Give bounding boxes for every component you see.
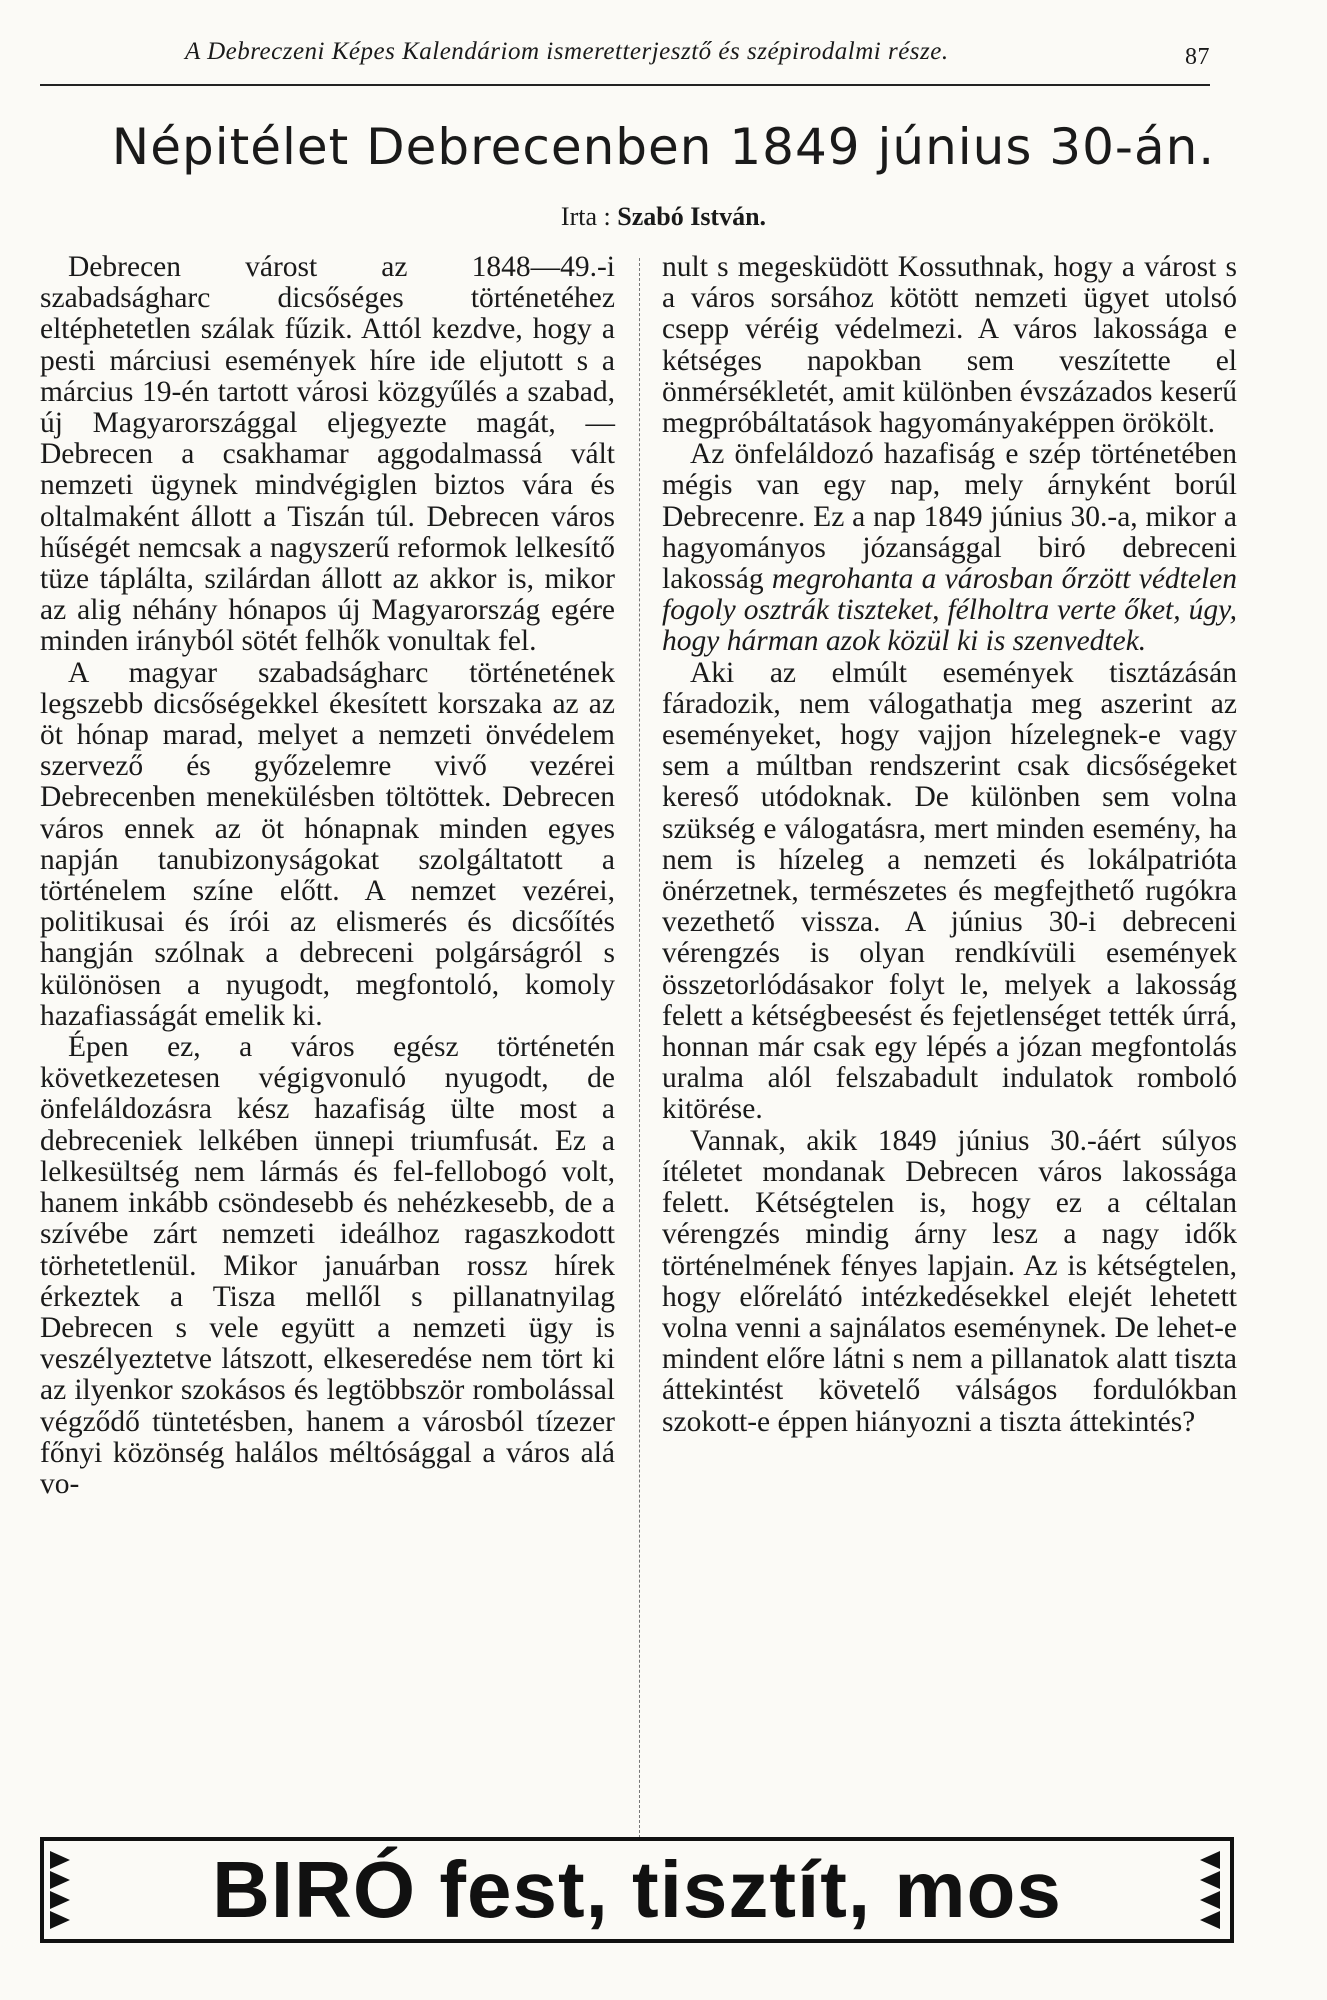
paragraph: nult s megesküdött Kossuthnak, hogy a várost s a város sorsához kötött nemzeti ügyet utolsó csepp véréig védelmezi. A város lakossága e kétséges napokban sem veszítette el önmérsékletét, amit különben évszázados keserű megpróbáltatások hagyományaképpen örökölt. bbox=[662, 251, 1237, 440]
author-name: Szabó István. bbox=[617, 202, 767, 231]
page-number: 87 bbox=[1185, 44, 1210, 70]
byline bbox=[0, 202, 1327, 232]
paragraph: Vannak, akik 1849 június 30.-áért súlyos ítéletet mondanak Debrecen város lakossága felett. Kétségtelen is, hogy ez a céltalan vérengzés mindig árny lesz a nagy idők történelmének fényes lapjain. Az is kétségtelen, hogy előrelátó intézkedésekkel elejét lehetett volna venni a sajnálatos eseménynek. De lehet-e mindent előre látni s nem a pillanatok alatt tiszta áttekintést követelő válságos fordulókban szokott-e éppen hiányozni a tiszta áttekintés? bbox=[662, 1124, 1237, 1438]
right-arrow-icon bbox=[1200, 1851, 1224, 1929]
paragraph: Debrecen várost az 1848—49.-i szabadságharc dicsőséges történetéhez eltéphetetlen szálak fűzik. Attól kezdve, hogy a pesti márciusi események híre ide eljutott s a március 19-én tartott városi közgyűlés a szabad, új Magyarországgal eljegyezte magát, — Debrecen a csakhamar aggodalmassá vált nemzeti ügynek mindvégiglen biztos vára és oltalmaként állott a Tiszán túl. Debrecen város hűségét nemcsak a nagyszerű reformok lelkesítő tüze táplálta, szilárdan állott az akkor is, mikor az alig néhány hónapos új Magyarország egére minden irányból sötét felhők vonultak fel. bbox=[40, 251, 615, 658]
paragraph: Épen ez, a város egész történetén következetesen végigvonuló nyugodt, de önfeláldozásra kész hazafiság ülte most a debreceniek lelkében ünnepi triumfusát. Ez a lelkesültség nem lármás és fel-fellobogó volt, hanem inkább csöndesebb és nehézkesebb, de a szívébe zárt nemzeti ideálhoz ragaszkodott törhetetlenül. Mikor januárban rossz hírek érkeztek a Tisza mellől s pillanatnyilag Debrecen s vele együtt a nemzeti ügy is veszélyeztetve látszott, elkeseredése nem tört ki az ilyenkor szokásos és legtöbbször rombolással végződő tüntetésben, hanem a városból tízezer főnyi közönség halálos méltósággal a város alá vo- bbox=[40, 1031, 615, 1500]
left-arrow-icon bbox=[50, 1851, 74, 1929]
paragraph: Aki az elmúlt események tisztázásán fáradozik, nem válogathatja meg aszerint az eseményeket, hogy vajjon hízelegnek-e vagy sem a múltban rendszerint csak dicsőségeket kereső utódoknak. De különben sem volna szükség e válogatásra, mert minden esemény, ha nem is hízeleg a nemzeti és lokálpatrióta önérzetnek, természetes és megfejthető rugókra vezethető vissza. A június 30-i debreceni vérengzés is olyan rendkívüli események összetorlódásakor folyt le, melyek a lakosság felett a kétségbeesést és fejetlenséget tették úrrá, honnan már csak egy lépés a józan megfontolás uralma alól felszabadult indulatok romboló kitörése. bbox=[662, 656, 1237, 1126]
advertisement-banner bbox=[40, 1837, 1234, 1943]
article-title: Népitélet Debrecenben 1849 június 30-án. bbox=[111, 118, 1216, 176]
running-title: A Debreczeni Képes Kalendáriom ismeretterjesztő és szépirodalmi része. bbox=[185, 38, 949, 65]
column-divider bbox=[639, 258, 640, 1838]
byline-prefix: Irta : bbox=[560, 202, 611, 231]
advertisement-text: BIRÓ fest, tisztít, mos bbox=[212, 1845, 1062, 1934]
right-column bbox=[662, 252, 1237, 1438]
paragraph: A magyar szabadságharc történetének legszebb dicsőségekkel ékesített korszaka az az öt hónap marad, melyet a nemzeti önvédelem szervező és győzelemre vivő vezérei Debrecenben menekülésben töltöttek. Debrecen város ennek az öt hónapnak minden egyes napján tanubizonyságokat szolgáltatott a történelem színe előtt. A nemzet vezérei, politikusai és írói az elismerés és dicsőítés hangján szólnak a debreceni polgárságról s különösen a nyugodt, megfontoló, komoly hazafiasságát emelik ki. bbox=[40, 656, 615, 1032]
paragraph-lead: Az önfeláldozó hazafiság e szép történetében mégis van egy nap, mely árnyként borúl Debrecenre. Ez a nap 1849 június 30.-a, mikor a hagyományos józansággal biró debreceni lakosság bbox=[662, 438, 1237, 596]
italic-passage: megrohanta a városban őrzött védtelen fogoly osztrák tiszteket, félholtra verte őket, úgy, hogy hárman azok közül ki is szenvedtek. bbox=[662, 563, 1238, 658]
left-column bbox=[40, 252, 615, 1500]
paragraph bbox=[662, 439, 1237, 657]
running-header bbox=[40, 38, 1210, 86]
